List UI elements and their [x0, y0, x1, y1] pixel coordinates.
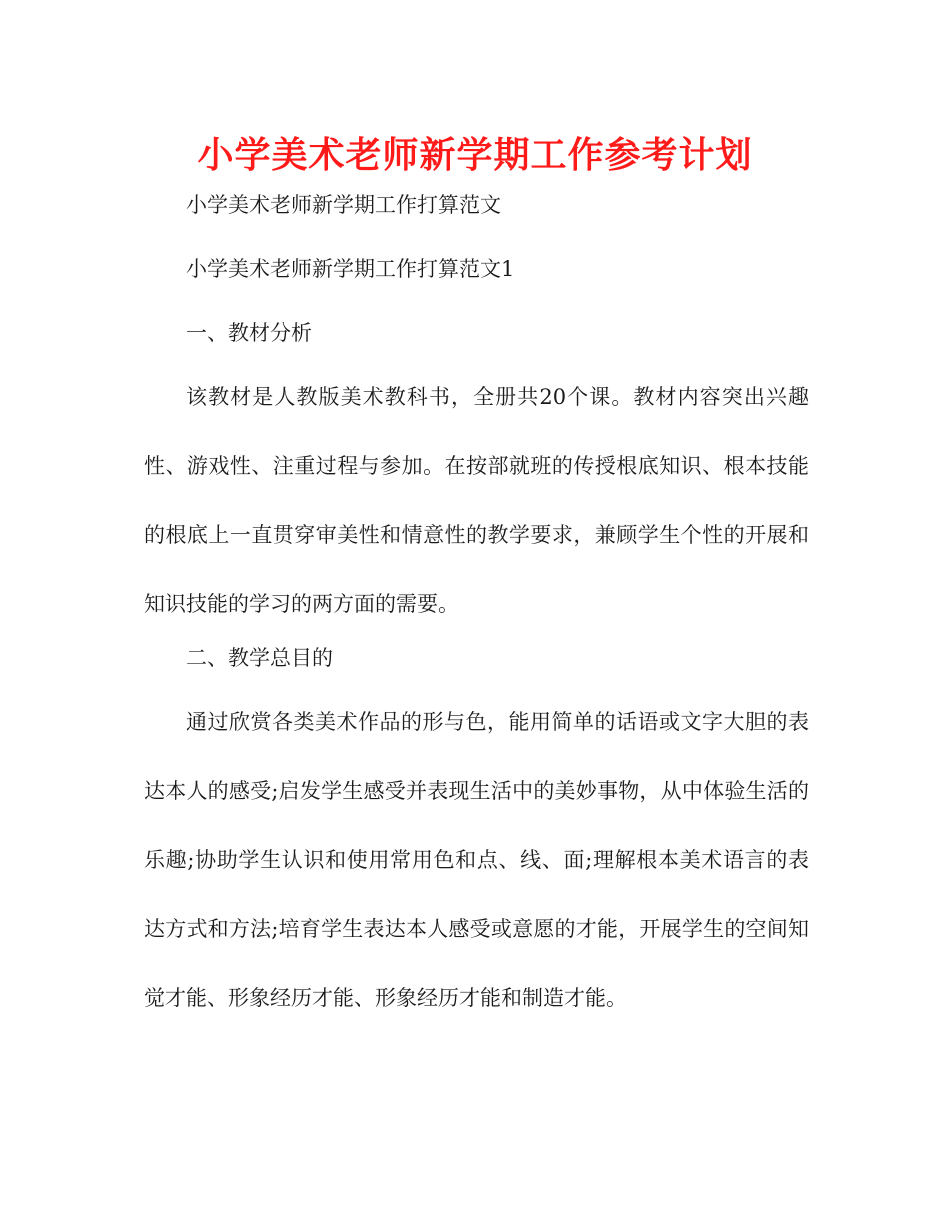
- heading-teaching-goals: 二、教学总目的: [186, 646, 333, 670]
- paragraph-textbook-analysis: 该教材是人教版美术教科书，全册共20个课。教材内容突出兴趣性、游戏性、注重过程与参加。在按部就班的传授根底知识、根本技能的根底上一直贯穿审美性和情意性的教学要求，兼顾学生个性的开展和知识技能的学习的两方面的需要。: [144, 385, 809, 616]
- heading-textbook-analysis: 一、教材分析: [186, 321, 312, 345]
- document-body: [144, 190, 809, 1033]
- document-subtitle: 小学美术老师新学期工作打算范文: [186, 193, 501, 217]
- paragraph-teaching-goals: 通过欣赏各类美术作品的形与色，能用简单的话语或文字大胆的表达本人的感受;启发学生感受并表现生活中的美妙事物，从中体验生活的乐趣;协助学生认识和使用常用色和点、线、面;理解根本美术语言的表达方式和方法;培育学生表达本人感受或意愿的才能，开展学生的空间知觉才能、形象经历才能、形象经历才能和制造才能。: [144, 710, 809, 1010]
- section-title: 小学美术老师新学期工作打算范文1: [186, 257, 515, 281]
- document-title: 小学美术老师新学期工作参考计划: [197, 135, 753, 176]
